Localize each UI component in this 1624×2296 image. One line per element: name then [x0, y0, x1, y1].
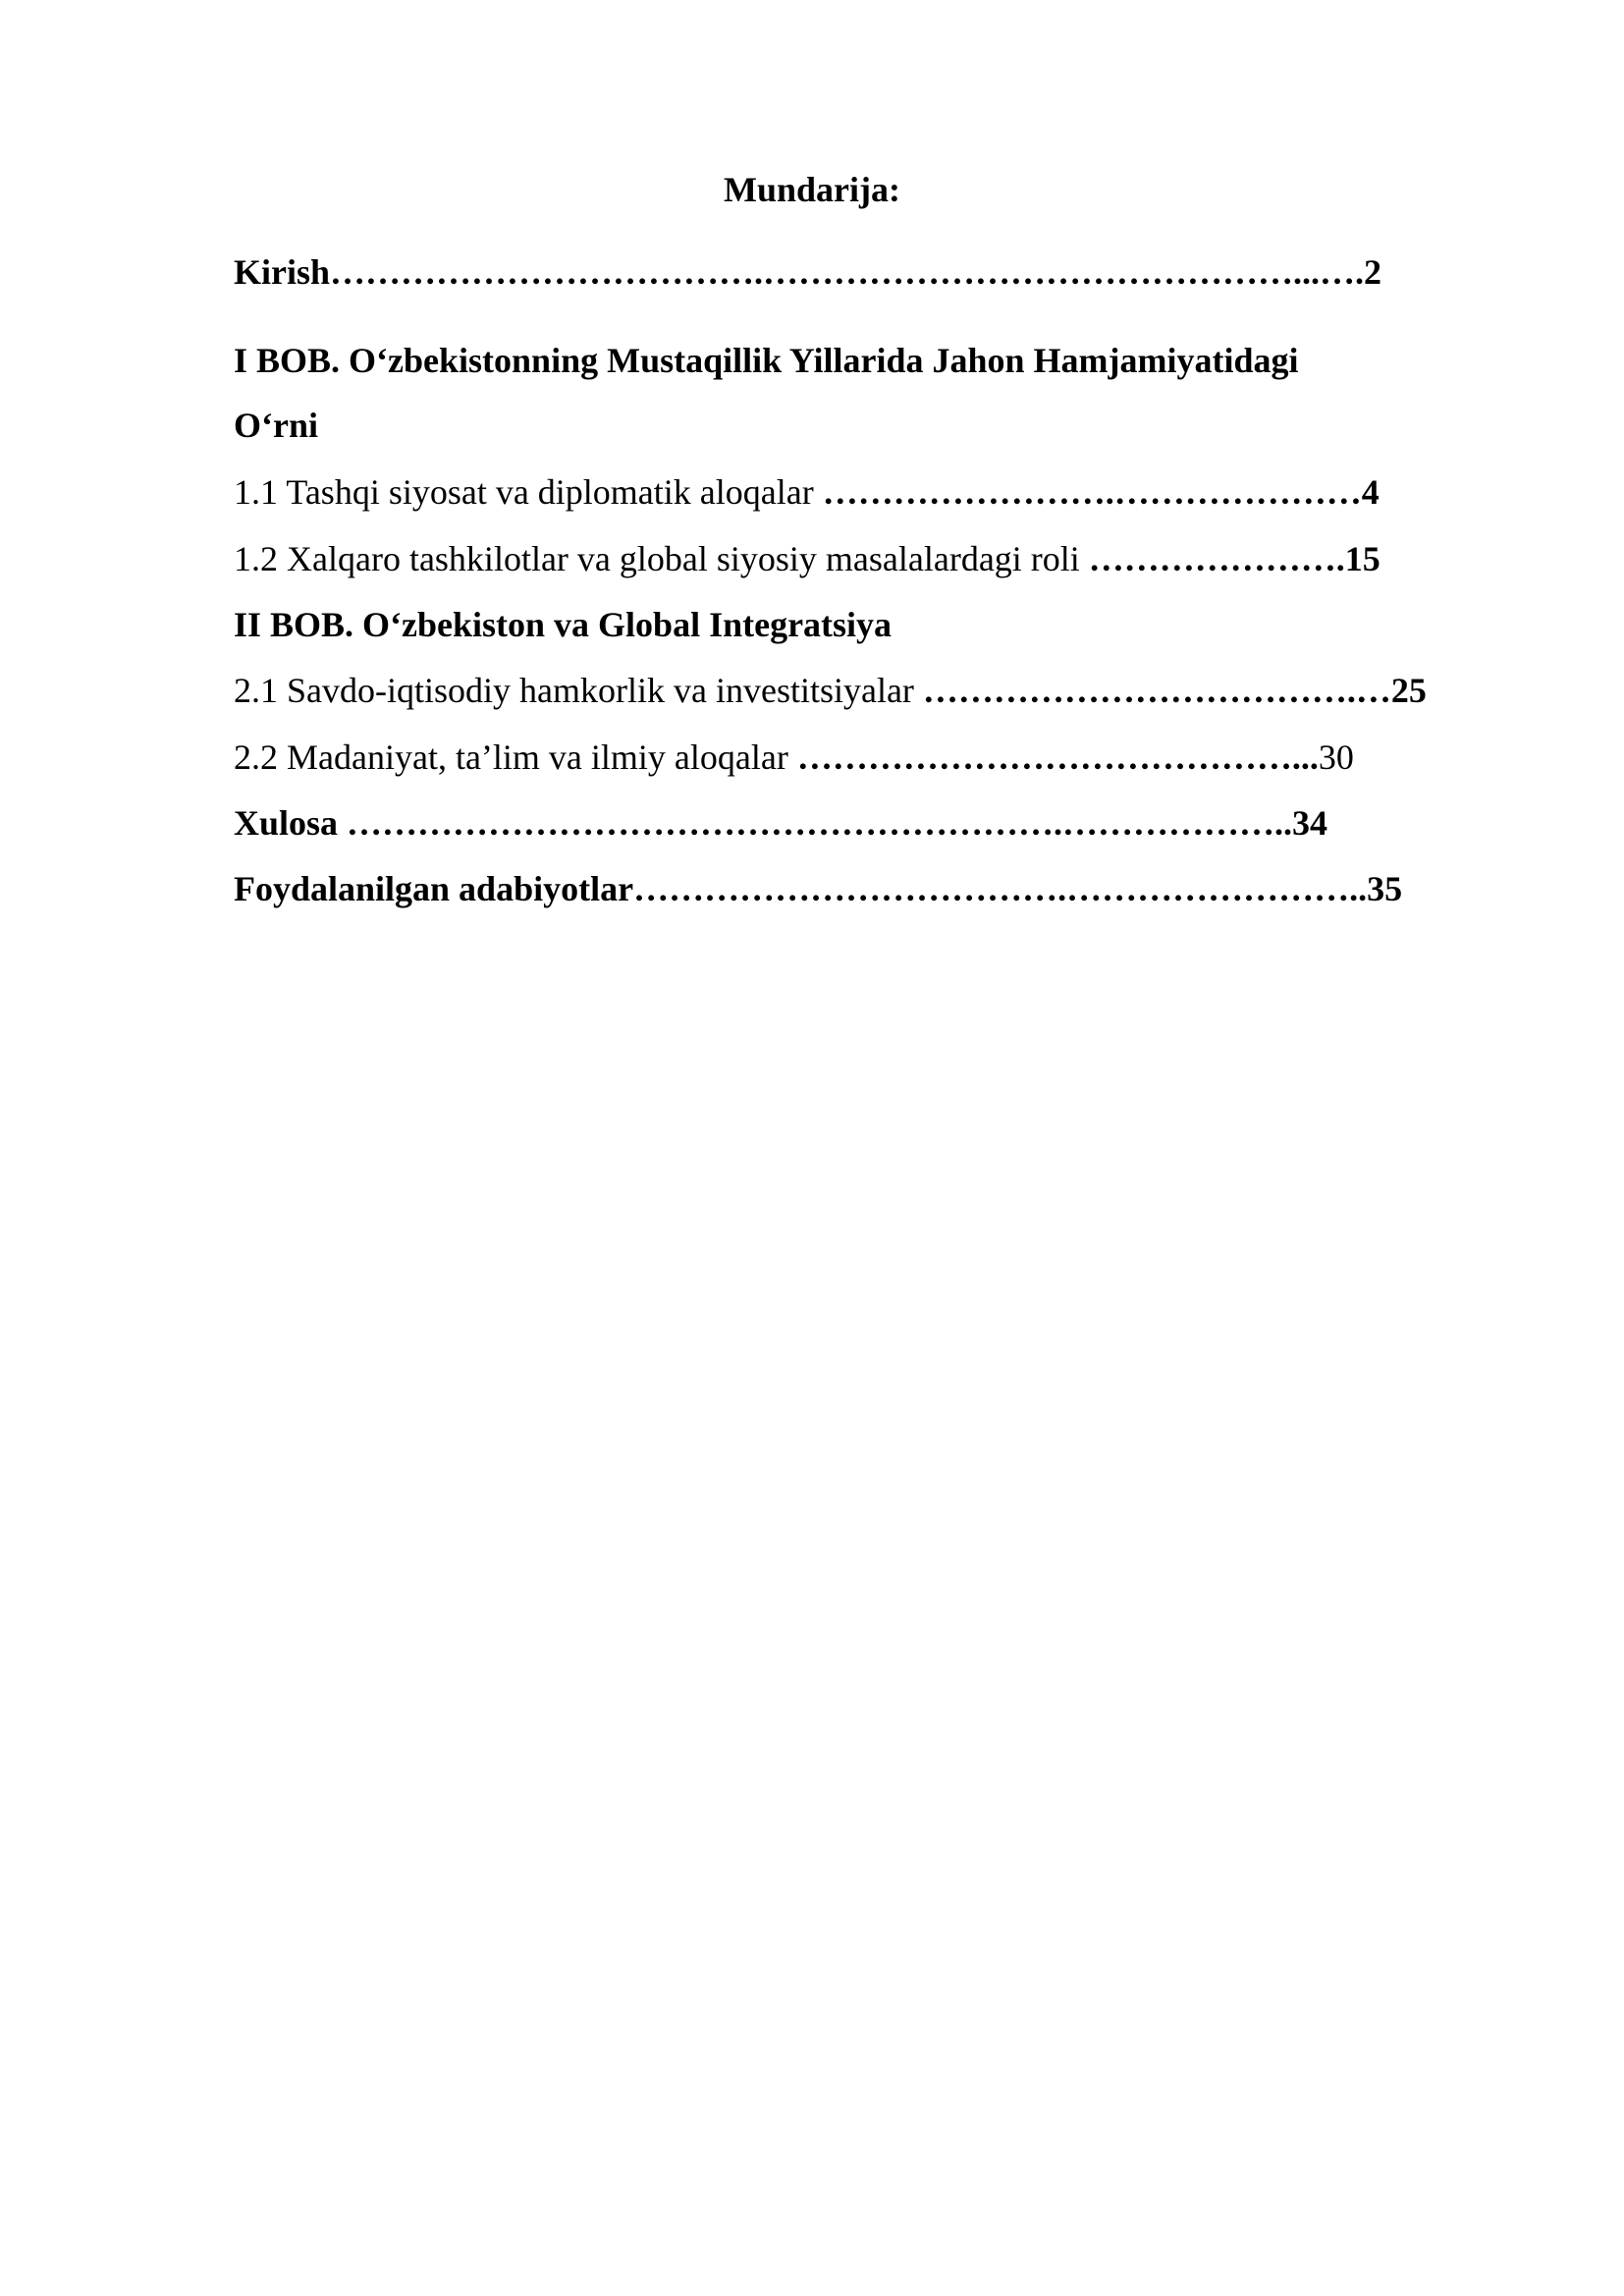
toc-page-number: 15 — [1344, 539, 1380, 578]
toc-entry-kirish — [234, 247, 1381, 297]
toc-entry-label: Kirish — [234, 252, 331, 292]
toc-leader: ……………………………….… — [922, 671, 1391, 710]
toc-title: Mundarija: — [724, 170, 900, 209]
toc-leader: …………………….………………… — [822, 472, 1362, 512]
toc-leader: ……………………………….………………………………………...…. — [330, 252, 1365, 292]
toc-chapter-1-line2: O‘rni — [234, 406, 318, 445]
toc-entry-1-1 — [234, 467, 1380, 517]
toc-leader: ……………………………….…………………….. — [633, 869, 1368, 908]
toc-entry-label: 2.1 Savdo-iqtisodiy hamkorlik va investitsiyalar — [234, 671, 923, 710]
toc-chapter-1-line1: I BOB. O‘zbekistonning Mustaqillik Yillarida Jahon Hamjamiyatidagi — [234, 341, 1299, 380]
toc-entry-label: 2.2 Madaniyat, ta’lim va ilmiy aloqalar — [234, 738, 797, 777]
toc-leader: …………………………………………………….……………….. — [347, 803, 1293, 843]
toc-page-number: 25 — [1390, 671, 1427, 710]
toc-page-number: 34 — [1292, 803, 1328, 843]
toc-page-number: 4 — [1361, 472, 1380, 512]
toc-chapter-2: II BOB. O‘zbekiston va Global Integratsiya — [234, 605, 893, 644]
toc-entry-label: 1.1 Tashqi siyosat va diplomatik aloqalar — [234, 472, 823, 512]
toc-entry-2-2 — [234, 733, 1354, 782]
toc-entry-xulosa — [234, 798, 1327, 847]
toc-entry-2-1 — [234, 666, 1427, 715]
toc-entry-label: Xulosa — [234, 803, 348, 843]
toc-entry-label: 1.2 Xalqaro tashkilotlar va global siyosiy masalalardagi roli — [234, 539, 1089, 578]
toc-page-number: 30 — [1318, 738, 1354, 777]
toc-leader: ……………………………………... — [796, 738, 1319, 777]
toc-entry-1-2 — [234, 534, 1380, 583]
toc-entry-adabiyotlar — [234, 864, 1402, 913]
toc-entry-label: Foydalanilgan adabiyotlar — [234, 869, 634, 908]
toc-page-number: 35 — [1367, 869, 1403, 908]
toc-page-number: 2 — [1364, 252, 1382, 292]
toc-leader: …………………. — [1088, 539, 1345, 578]
